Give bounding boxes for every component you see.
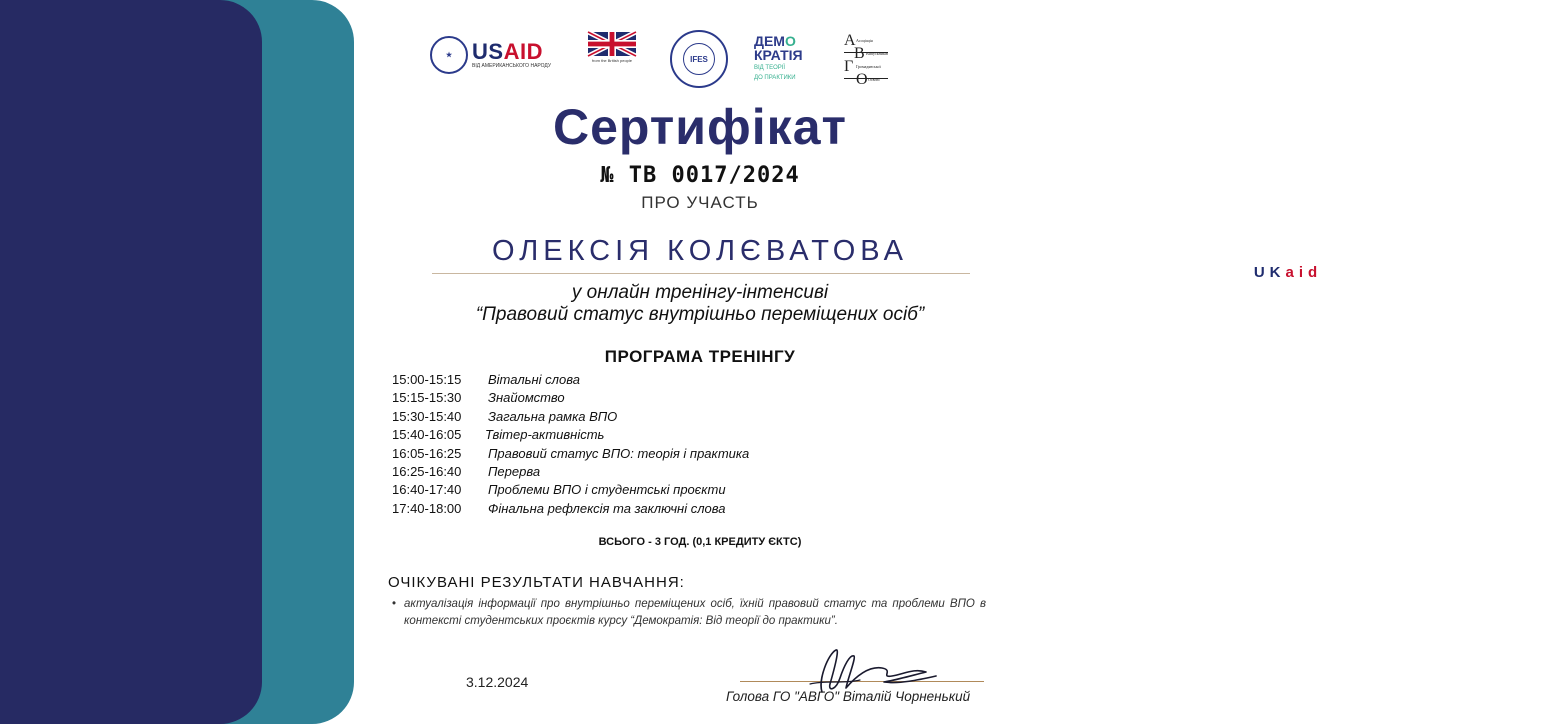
usaid-tagline: ВІД АМЕРИКАНСЬКОГО НАРОДУ — [472, 63, 552, 69]
schedule-row — [392, 409, 952, 427]
demo-line2: КРАТІЯ — [754, 47, 803, 63]
avgo-letter-o: О — [856, 71, 868, 88]
avgo-letter-v: В — [854, 45, 865, 62]
democracy-logo — [754, 34, 814, 82]
schedule-time: 15:30-15:40 — [392, 408, 462, 424]
avgo-word3: Громадянської — [856, 64, 881, 69]
name-underline — [432, 273, 970, 274]
schedule-time: 17:40-18:00 — [392, 500, 462, 516]
schedule-time: 16:05-16:25 — [392, 445, 462, 461]
bullet-icon: • — [392, 598, 397, 610]
avgo-word2: Випускників — [866, 51, 888, 56]
schedule-row — [392, 446, 952, 464]
schedule-row — [392, 390, 952, 408]
program-total: ВСЬОГО - 3 ГОД. (0,1 КРЕДИТУ ЄКТС) — [598, 536, 802, 548]
program-schedule — [392, 372, 952, 519]
usaid-suffix: AID — [503, 39, 543, 64]
schedule-row — [392, 464, 952, 482]
usaid-seal-icon: ★ — [430, 36, 468, 74]
recipient-name: ОЛЕКСІЯ КОЛЄВАТОВА — [492, 235, 908, 267]
demo-tagline1: ВІД ТЕОРІЇ — [754, 65, 786, 71]
certificate-subtitle: ПРО УЧАСТЬ — [641, 193, 759, 212]
signer-name: Голова ГО "АВГО" Віталій Чорненький — [726, 689, 971, 704]
certificate-number: № ТВ 0017/2024 — [600, 163, 800, 188]
ifes-logo — [670, 30, 728, 88]
schedule-row — [392, 372, 952, 390]
ifes-name: IFES — [683, 43, 715, 75]
outcome-text: актуалізація інформації про внутрішньо переміщених осіб, їхній правовий статус та проблеми ВПО в контексті студентських проєктів курсу “Демократія: Від теорії до практики”. — [404, 598, 986, 627]
avgo-letter-a: А — [844, 32, 856, 49]
issue-date: 3.12.2024 — [466, 674, 529, 690]
schedule-topic: Вітальні слова — [488, 372, 580, 387]
avgo-letter-h: Г — [844, 58, 854, 75]
schedule-time: 16:25-16:40 — [392, 463, 462, 479]
demo-tagline2: ДО ПРАКТИКИ — [754, 75, 796, 81]
schedule-row — [392, 482, 952, 500]
schedule-row — [392, 501, 952, 519]
demo-line1-b: О — [784, 33, 796, 49]
demo-line1-a: ДЕМ — [754, 33, 785, 49]
uk-flag-icon — [588, 30, 636, 58]
schedule-topic: Твітер-активність — [485, 427, 605, 443]
schedule-time: 15:15-15:30 — [392, 390, 462, 406]
outcomes-title: ОЧІКУВАНІ РЕЗУЛЬТАТИ НАВЧАННЯ: — [388, 574, 685, 591]
training-line-2: “Правовий статус внутрішньо переміщених осіб” — [475, 304, 925, 325]
navy-side-band — [0, 0, 262, 724]
avgo-rule — [844, 78, 888, 79]
outcome-item — [392, 596, 986, 630]
usaid-logo — [430, 36, 551, 74]
usaid-prefix: US — [472, 39, 504, 64]
schedule-topic: Правовий статус ВПО: теорія і практика — [488, 445, 750, 461]
schedule-time: 16:40-17:40 — [392, 482, 462, 498]
schedule-row — [392, 427, 952, 445]
avgo-word4: Освіти — [868, 77, 880, 82]
schedule-time: 15:00-15:15 — [392, 372, 462, 387]
certificate-title: Сертифікат — [553, 99, 847, 155]
training-line-1: у онлайн тренінгу-інтенсиві — [571, 282, 829, 303]
schedule-topic: Знайомство — [488, 390, 565, 406]
avgo-word1: Асоціація — [856, 38, 873, 43]
schedule-time: 15:40-16:05 — [392, 427, 462, 443]
schedule-topic: Загальна рамка ВПО — [488, 408, 618, 424]
ukaid-tagline: from the British people — [591, 58, 633, 63]
program-title: ПРОГРАМА ТРЕНІНГУ — [604, 347, 796, 366]
ukaid-prefix: UK — [1253, 264, 1286, 281]
ukaid-suffix: aid — [1285, 264, 1323, 281]
avgo-logo — [842, 32, 902, 88]
schedule-topic: Перерва — [488, 463, 541, 479]
schedule-topic: Проблеми ВПО і студентські проєкти — [488, 482, 726, 498]
avgo-rule — [844, 52, 888, 53]
training-description — [430, 282, 970, 326]
schedule-topic: Фінальна рефлексія та заключні слова — [488, 500, 726, 516]
